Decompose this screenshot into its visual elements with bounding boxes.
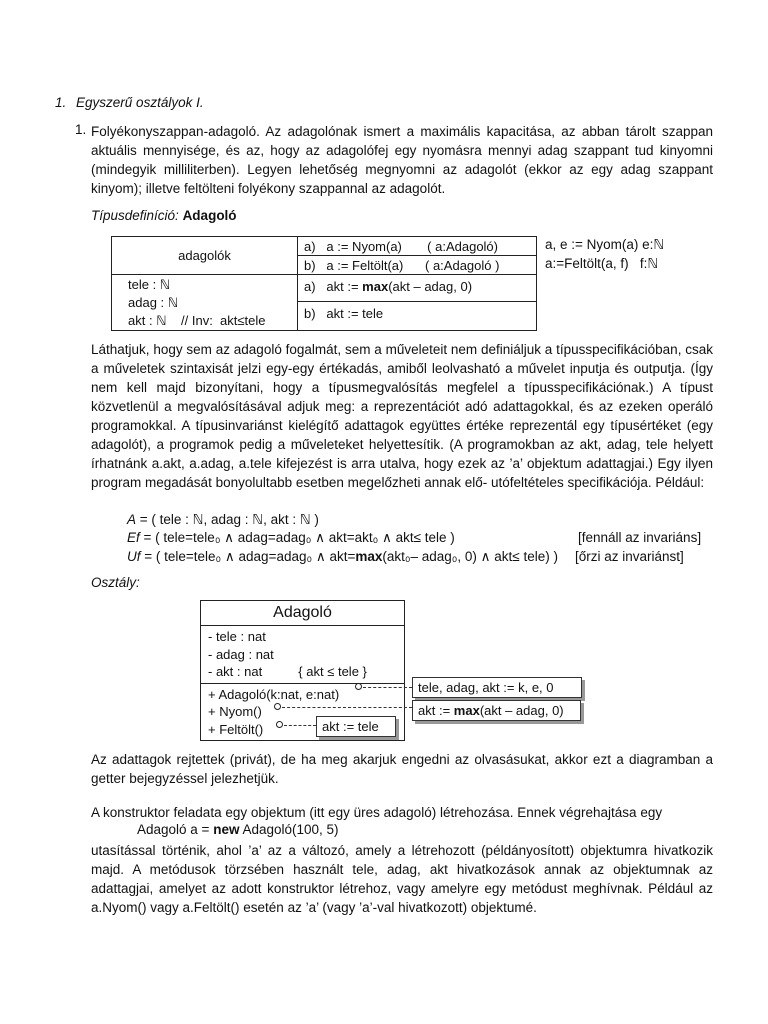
op-b-cell: b) a := Feltölt(a) ( a:Adagoló ) xyxy=(298,256,537,275)
task-number: 1. xyxy=(75,122,87,137)
spec-Uf-post: (akt₀– adag₀, 0) ∧ akt≤ tele) ) xyxy=(382,549,558,564)
spec-Ef-label: Ef xyxy=(127,530,140,545)
section-heading xyxy=(55,95,204,110)
uml-fields xyxy=(201,626,404,683)
note-anchor-1 xyxy=(355,683,362,690)
values-cell: adagolók xyxy=(112,237,298,275)
attr-adag: adag : ℕ xyxy=(128,294,179,310)
section-number: 1. xyxy=(55,95,67,110)
note-connector-3 xyxy=(284,725,316,726)
paragraph-1: Láthatjuk, hogy sem az adagoló fogalmát, sem a műveleteit nem definiáljuk a típusspecifikációban, csak a műveletek szintaxisát jelzi egy-egy értékadás, amiből leolvasható a művelet inputja és outputja. (Így nem kell majd bizonyítani, hogy a típusmegvalósítás megfelel a típusspecifikációnak.) A típust közvetlenül a megvalósításával adjuk meg: a reprezentációt adó adattagokkal, és az ezeken operáló programokkal. A típusinvariánst kielégítő adattagok együttes értéke reprezentál egy típusértéket (egy adagolót), a programok pedig a műveleteket helyettesítik. (A programokban az akt, adag, tele helyett írhatnánk a.akt, a.adag, a.tele kifejezést is arra utalva, hogy ezek az ’a’ objektum adattagjai.) Egy ilyen program megadását bonyolultabb esetben megelőzheti annak elő- utófeltételes specifikációja. Például: xyxy=(91,342,713,490)
impl-b: b) akt := tele xyxy=(304,306,384,321)
spec-Uf-pre: = ( tele=tele₀ ∧ adag=adag₀ ∧ akt= xyxy=(140,549,356,564)
code-new-keyword: new xyxy=(213,822,240,837)
uml-note-nyom xyxy=(412,700,581,721)
side-note-1: a, e := Nyom(a) e:ℕ xyxy=(545,237,665,252)
impl-a-pre: a) akt := xyxy=(304,279,363,294)
uml-class-name: Adagoló xyxy=(201,601,404,626)
attr-tele: tele : ℕ xyxy=(128,276,171,292)
uml-note-nyom-post: (akt – adag, 0) xyxy=(479,703,564,718)
spec-A-expr: = ( tele : ℕ, adag : ℕ, akt : ℕ ) xyxy=(136,512,319,527)
uml-note-feltolt: akt := tele xyxy=(316,716,396,737)
attrs-cell xyxy=(112,275,298,331)
spec-Ef-note: [fennáll az invariáns] xyxy=(578,530,702,545)
paragraph-2: Az adattagok rejtettek (privát), de ha meg akarjuk engedni az olvasásukat, akkor ezt a diagramban a getter bejegyzéssel jelezhetjük. xyxy=(91,752,713,786)
typedef-label xyxy=(91,208,237,223)
uml-note-nyom-pre: akt := xyxy=(418,703,454,718)
note-anchor-2 xyxy=(274,703,281,710)
paragraph-4: utasítással történik, ahol ’a’ az a változó, amely a létrehozott (példányosított) objektumra hivatkozik majd. A metódusok törzsében használt tele, adag, akt hivatkozások annak az objektumnak az adattagjai, amelyet az adott konstruktor létrehoz, vagy amelyre egy metódust meghívnak. Például az a.Nyom() vagy a.Feltölt() esetén az ’a’ (vagy ’a’-val hivatkozott) objektumé. xyxy=(91,843,713,915)
note-connector-1 xyxy=(363,687,412,688)
typedef-label-text: Típusdefiníció: xyxy=(91,208,179,223)
note-connector-2 xyxy=(282,707,412,708)
uml-note-constructor: tele, adag, akt := k, e, 0 xyxy=(412,677,582,698)
spec-Uf-note: [őrzi az invariánst] xyxy=(575,549,684,564)
uml-field-adag: - adag : nat xyxy=(208,646,274,662)
code-post: Adagoló(100, 5) xyxy=(239,822,339,837)
impl-a-max: max xyxy=(362,279,389,294)
note-anchor-3 xyxy=(276,721,283,728)
typedef-name: Adagoló xyxy=(182,208,237,223)
impl-a-post: (akt – adag, 0) xyxy=(388,279,473,294)
impl-cell xyxy=(298,275,537,331)
typedef-table xyxy=(111,236,537,331)
code-line xyxy=(137,822,339,837)
spec-Uf xyxy=(127,549,558,565)
uml-method-constructor: + Adagoló(k:nat, e:nat) xyxy=(208,686,340,702)
side-note-2: a:=Feltölt(a, f) f:ℕ xyxy=(545,256,659,271)
uml-field-akt: - akt : nat { akt ≤ tele } xyxy=(208,664,367,679)
spec-Uf-label: Uf xyxy=(127,549,141,564)
op-a-cell: a) a := Nyom(a) ( a:Adagoló) xyxy=(298,237,537,256)
code-pre: Adagoló a = xyxy=(137,822,214,837)
attr-akt: akt : ℕ // Inv: akt≤tele xyxy=(128,312,266,328)
uml-method-nyom: + Nyom() xyxy=(208,704,262,719)
class-label: Osztály: xyxy=(91,575,140,590)
task-text: Folyékonyszappan-adagoló. Az adagolónak ismert a maximális kapacitása, az abban tárolt szappan aktuális mennyisége, és az, hogy az adagolófej egy nyomásra mennyi adag szappant tud kinyomni (mindegyik milliliterben). Legyen lehetőség megnyomni az adagolót (ekkor az egy adag szappant kinyom); illetve feltölteni folyékony szappannal az adagolót. xyxy=(91,124,713,196)
spec-Ef xyxy=(127,530,455,546)
section-title: Egyszerű osztályok I. xyxy=(76,95,204,110)
spec-Uf-max: max xyxy=(355,549,383,564)
uml-note-nyom-max: max xyxy=(453,703,480,718)
spec-A xyxy=(127,512,319,528)
uml-method-feltolt: + Feltölt() xyxy=(208,721,264,737)
spec-A-label: A xyxy=(127,512,137,527)
paragraph-3: A konstruktor feladata egy objektum (itt egy üres adagoló) létrehozása. Ennek végrehajtása egy xyxy=(91,805,663,820)
spec-Ef-expr: = ( tele=tele₀ ∧ adag=adag₀ ∧ akt=akt₀ ∧ akt≤ tele ) xyxy=(139,530,455,545)
uml-field-tele: - tele : nat xyxy=(208,629,266,644)
impl-a xyxy=(298,275,536,302)
